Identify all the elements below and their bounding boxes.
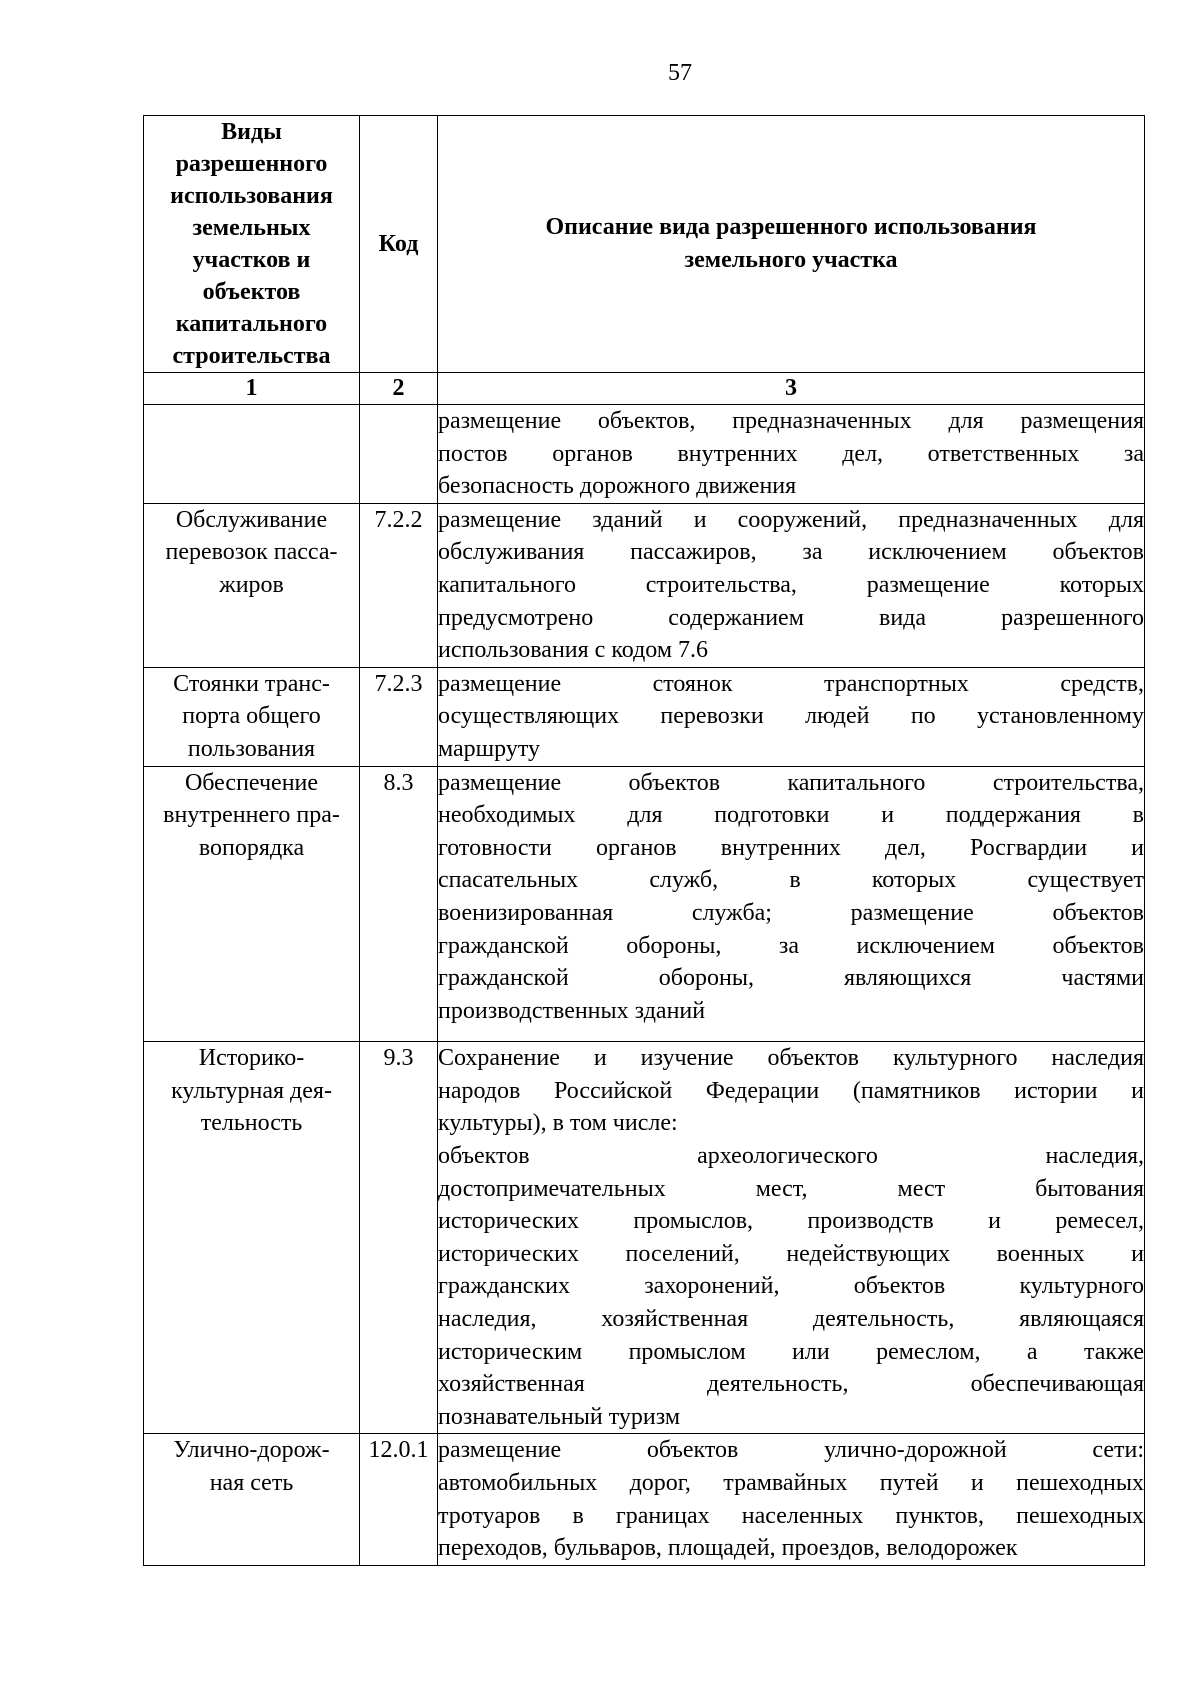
header-description: [438, 116, 1145, 373]
description-line: достопримечательных мест, мест бытования: [438, 1175, 1144, 1202]
description-line: размещение объектов капитального строительства,: [438, 769, 1144, 796]
description-line: производственных зданий: [438, 997, 706, 1024]
description-line: гражданской обороны, за исключением объектов: [438, 932, 1144, 959]
description-line: познавательный туризм: [438, 1403, 681, 1430]
land-use-type-cell: [144, 503, 360, 667]
description-line: объектов археологического наследия,: [438, 1143, 1144, 1170]
description-line: тротуаров в границах населенных пунктов, пешеходных: [438, 1502, 1144, 1529]
description-cell: [438, 766, 1145, 1042]
table-row: [144, 1434, 1145, 1565]
land-use-type-cell: [144, 405, 360, 504]
header-desc-line: Описание вида разрешенного использования: [545, 214, 1037, 240]
table-row: [144, 405, 1145, 504]
description-cell: [438, 667, 1145, 766]
land-use-type-line: Обслуживание: [175, 506, 328, 533]
description-line: маршруту: [438, 735, 541, 762]
description-line: размещение зданий и сооружений, предназначенных для: [438, 506, 1144, 533]
code-cell: 7.2.2: [360, 503, 438, 667]
description-line: исторических поселений, недействующих военных и: [438, 1240, 1144, 1267]
land-use-type-line: перевозок пасса-: [165, 539, 338, 566]
description-line: гражданской обороны, являющихся частями: [438, 965, 1144, 992]
land-use-type-line: Стоянки транс-: [173, 670, 330, 697]
land-use-type-cell: [144, 766, 360, 1042]
description-line: хозяйственная деятельность, обеспечивающая: [438, 1371, 1144, 1398]
description-line: гражданских захоронений, объектов культурного: [438, 1273, 1144, 1300]
table-row: [144, 503, 1145, 667]
header-name-line: разрешенного: [175, 151, 328, 177]
description-line: постов органов внутренних дел, ответственных за: [438, 440, 1144, 467]
description-cell: [438, 1042, 1145, 1434]
description-line: осуществляющих перевозки людей по установленному: [438, 703, 1144, 730]
description-cell: [438, 405, 1145, 504]
description-line: народов Российской Федерации (памятников истории и: [438, 1077, 1144, 1104]
land-use-type-line: ная сеть: [209, 1470, 294, 1496]
description-line: исторических промыслов, производств и ремесел,: [438, 1208, 1144, 1235]
description-line: Сохранение и изучение объектов культурного наследия: [438, 1045, 1144, 1072]
description-line: размещение стоянок транспортных средств,: [438, 670, 1144, 697]
table-row: [144, 667, 1145, 766]
land-use-type-cell: [144, 1434, 360, 1565]
description-line: наследия, хозяйственная деятельность, являющаяся: [438, 1306, 1144, 1333]
table-row: [144, 1042, 1145, 1434]
description-line: переходов, бульваров, площадей, проездов, велодорожек: [438, 1535, 1018, 1562]
code-cell: 9.3: [360, 1042, 438, 1434]
land-use-type-cell: [144, 1042, 360, 1434]
land-use-table: [143, 115, 1145, 1566]
header-row: [144, 116, 1145, 373]
header-name-line: капитального: [175, 311, 328, 337]
description-line: культуры), в том числе:: [438, 1110, 678, 1137]
column-number-3: 3: [438, 373, 1145, 405]
land-use-type-line: Историко-: [198, 1045, 305, 1072]
header-code: Код: [360, 116, 438, 373]
code-cell: 8.3: [360, 766, 438, 1042]
description-line: размещение объектов, предназначенных для размещения: [438, 408, 1144, 434]
code-cell: [360, 405, 438, 504]
table-body: [144, 405, 1145, 1566]
column-number-row: [144, 373, 1145, 405]
description-cell: [438, 1434, 1145, 1565]
description-line: предусмотрено содержанием вида разрешенного: [438, 604, 1144, 631]
land-use-type-line: пользования: [187, 735, 316, 762]
land-use-type-line: Улично-дорож-: [173, 1437, 330, 1464]
header-land-use-type: [144, 116, 360, 373]
header-name-line: Виды: [221, 119, 282, 145]
description-line: историческим промыслом или ремеслом, а также: [438, 1338, 1144, 1365]
land-use-type-line: внутреннего пра-: [163, 802, 340, 829]
page-number: 57: [668, 60, 692, 86]
code-cell: 7.2.3: [360, 667, 438, 766]
land-use-type-line: жиров: [219, 571, 284, 598]
description-line: обслуживания пассажиров, за исключением объектов: [438, 539, 1144, 566]
description-line: использования с кодом 7.6: [438, 637, 709, 664]
column-number-1: 1: [144, 373, 360, 405]
description-line: автомобильных дорог, трамвайных путей и пешеходных: [438, 1470, 1144, 1496]
description-line: капитального строительства, размещение которых: [438, 571, 1144, 598]
description-line: спасательных служб, в которых существует: [438, 867, 1144, 894]
description-line: военизированная служба; размещение объектов: [438, 899, 1144, 926]
land-use-type-line: тельность: [200, 1110, 303, 1137]
description-line: готовности органов внутренних дел, Росгвардии и: [438, 834, 1144, 861]
header-name-line: использования: [170, 183, 333, 209]
table-row: [144, 766, 1145, 1042]
header-desc-line: земельного участка: [684, 247, 898, 273]
description-line: размещение объектов улично-дорожной сети:: [438, 1437, 1144, 1464]
header-name-line: объектов: [202, 279, 301, 305]
description-cell: [438, 503, 1145, 667]
header-name-line: участков и: [192, 247, 311, 273]
land-use-type-line: порта общего: [182, 703, 321, 730]
description-line: необходимых для подготовки и поддержания в: [438, 802, 1144, 829]
land-use-type-line: культурная дея-: [171, 1077, 332, 1104]
column-number-2: 2: [360, 373, 438, 405]
code-cell: 12.0.1: [360, 1434, 438, 1565]
header-name-line: земельных: [192, 215, 311, 241]
land-use-type-cell: [144, 667, 360, 766]
header-name-line: строительства: [172, 343, 331, 369]
land-use-type-line: Обеспечение: [184, 769, 319, 796]
land-use-type-line: вопорядка: [198, 834, 305, 861]
description-line: безопасность дорожного движения: [438, 473, 797, 500]
